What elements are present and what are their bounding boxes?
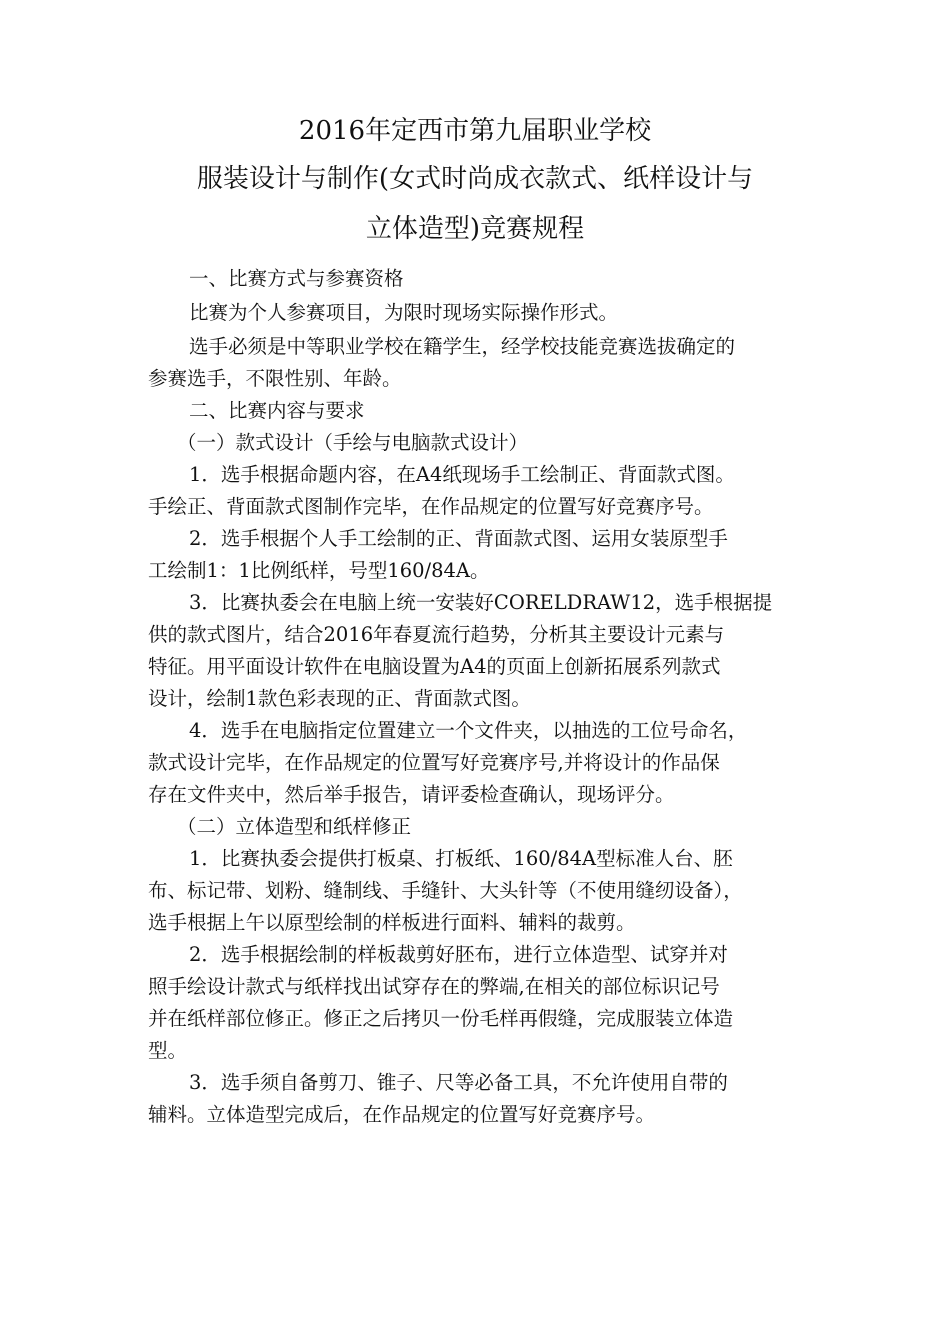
paragraph-line: 比赛为个人参赛项目，为限时现场实际操作形式。 [189, 301, 619, 324]
paragraph-line: 款式设计完毕，在作品规定的位置写好竞赛序号,并将设计的作品保 [148, 751, 720, 774]
paragraph-line: 1．比赛执委会提供打板桌、打板纸、160/84A型标准人台、胚 [189, 847, 733, 870]
section-heading-2: 二、比赛内容与要求 [189, 399, 365, 422]
paragraph-line: 特征。用平面设计软件在电脑设置为A4的页面上创新拓展系列款式 [148, 655, 721, 678]
title-line-1: 2016年定西市第九届职业学校 [298, 116, 652, 146]
subsection-heading-2: （二）立体造型和纸样修正 [177, 815, 412, 838]
paragraph-line: 并在纸样部位修正。修正之后拷贝一份毛样再假缝，完成服装立体造 [148, 1007, 734, 1030]
paragraph-line: 型。 [148, 1039, 188, 1062]
title-line-2: 服装设计与制作(女式时尚成衣款式、纸样设计与 [196, 164, 754, 194]
paragraph-line: 2．选手根据绘制的样板裁剪好胚布，进行立体造型、试穿并对 [189, 943, 728, 966]
paragraph-line: 选手根据上午以原型绘制的样板进行面料、辅料的裁剪。 [148, 911, 636, 934]
paragraph-line: 供的款式图片，结合2016年春夏流行趋势，分析其主要设计元素与 [148, 623, 725, 646]
paragraph-line: 布、标记带、划粉、缝制线、手缝针、大头针等（不使用缝纫设备）， [148, 879, 743, 902]
paragraph-line: 辅料。立体造型完成后，在作品规定的位置写好竞赛序号。 [148, 1103, 656, 1126]
paragraph-line: 3．选手须自备剪刀、锥子、尺等必备工具，不允许使用自带的 [189, 1071, 728, 1094]
paragraph-line: 设计，绘制1款色彩表现的正、背面款式图。 [148, 687, 531, 710]
paragraph-line: 工绘制1：1比例纸样，号型160/84A。 [148, 559, 490, 582]
title-line-3: 立体造型)竞赛规程 [365, 214, 585, 244]
subsection-heading-1: （一）款式设计（手绘与电脑款式设计） [177, 431, 529, 454]
paragraph-line: 选手必须是中等职业学校在籍学生，经学校技能竞赛选拔确定的 [189, 335, 736, 358]
paragraph-line: 照手绘设计款式与纸样找出试穿存在的弊端,在相关的部位标识记号 [148, 975, 720, 998]
paragraph-line: 存在文件夹中，然后举手报告，请评委检查确认，现场评分。 [148, 783, 675, 806]
paragraph-line: 1．选手根据命题内容，在A4纸现场手工绘制正、背面款式图。 [189, 463, 735, 486]
paragraph-line: 4．选手在电脑指定位置建立一个文件夹，以抽选的工位号命名， [189, 719, 748, 742]
paragraph-line: 手绘正、背面款式图制作完毕，在作品规定的位置写好竞赛序号。 [148, 495, 714, 518]
paragraph-line: 2．选手根据个人手工绘制的正、背面款式图、运用女装原型手 [189, 527, 728, 550]
paragraph-line: 3．比赛执委会在电脑上统一安装好CORELDRAW12，选手根据提 [189, 591, 773, 614]
section-heading-1: 一、比赛方式与参赛资格 [189, 267, 404, 290]
paragraph-line: 参赛选手，不限性别、年龄。 [148, 367, 402, 390]
